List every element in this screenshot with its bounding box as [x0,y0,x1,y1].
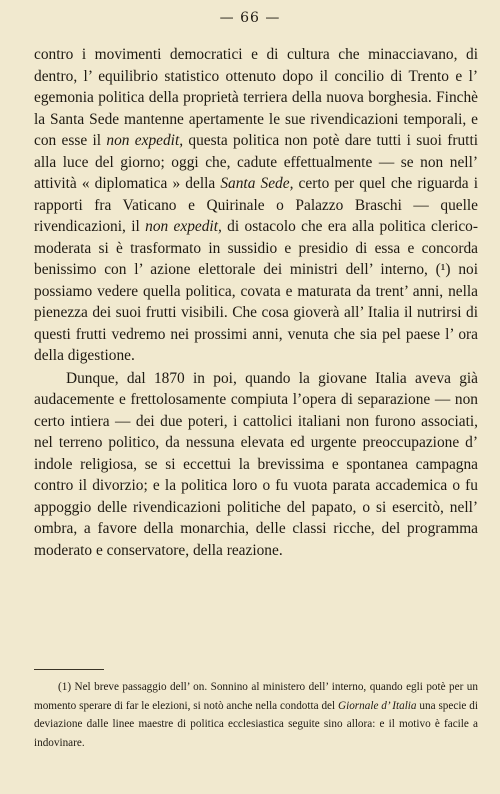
text-run: di ostacolo che era alla politica clerico-moderata si è trasformato in sussidio e presidio di essa e concorda benissimo con l’ azione elettorale dei ministri dell’ interno, (¹) noi possiamo vedere quella politica, covata e maturata da trent’ anni, nella pienezza dei suoi frutti visibili. Che cosa gioverà all’ Italia il nutrirsi di questi frutti vedremo nei prossimi anni, venuta che sia pel paese l’ ora della digestione. [34,218,479,364]
footnote-divider [34,669,104,670]
text-run: questa politica non potè dare tutti i suoi frutti alla luce del giorno; oggi che, cadute effettualmente — se non nell’ attività « diplomatica » della [34,132,478,192]
text-run-italic: Giornale d’ Italia [338,699,417,712]
text-run: (1) Nel breve passaggio dell’ on. Sonnino al ministero dell’ interno, quando egli potè per un momento sperare di far le elezioni, si notò anche nella condotta del [34,681,478,712]
text-run-italic: non expedit, [145,218,222,235]
text-run: certo per quel che riguarda i rapporti fra Vaticano e Quirinale o Palazzo Braschi — quelle rivendicazioni, il [34,175,478,235]
page-number: — 66 — [219,10,281,26]
text-run: Dunque, dal 1870 in poi, quando la giovane Italia aveva già audacemente e frettolosamente compiuta l’opera di separazione — non certo intiera — dei due poteri, i cattolici italiani non furono associati, nel terreno politico, da nessuna elevata ed urgente preoccupazione d’ indole religiosa, se si eccettui la brevissima e spontanea campagna contro il divorzio; e la politica loro o fu vuota parata accademica o fu appoggio delle rivendicazioni politiche del papato, o si esercitò, nell’ ombra, a favore della monarchia, delle classi ricche, del programma moderato e conservatore, della reazione. [34,369,478,559]
footnote [34,678,478,752]
text-run: una specie di deviazione dalle linee maestre di politica ecclesiastica seguite sino allora: e il motivo è facile a indovinare. [34,699,478,749]
text-run: contro i movimenti democratici e di cultura che minacciavano, di dentro, l’ equilibrio statistico ottenuto dopo il concilio di Trento e l’ egemonia politica della proprietà terriera della nuova borghesia. Finchè la Santa Sede mantenne apertamente le sue rivendicazioni temporali, e con esse il [34,46,478,149]
paragraph [34,44,478,367]
text-run-italic: Santa Sede, [220,175,294,192]
body-text [34,44,478,561]
paragraph [34,368,478,562]
text-run-italic: non expedit, [106,132,184,149]
